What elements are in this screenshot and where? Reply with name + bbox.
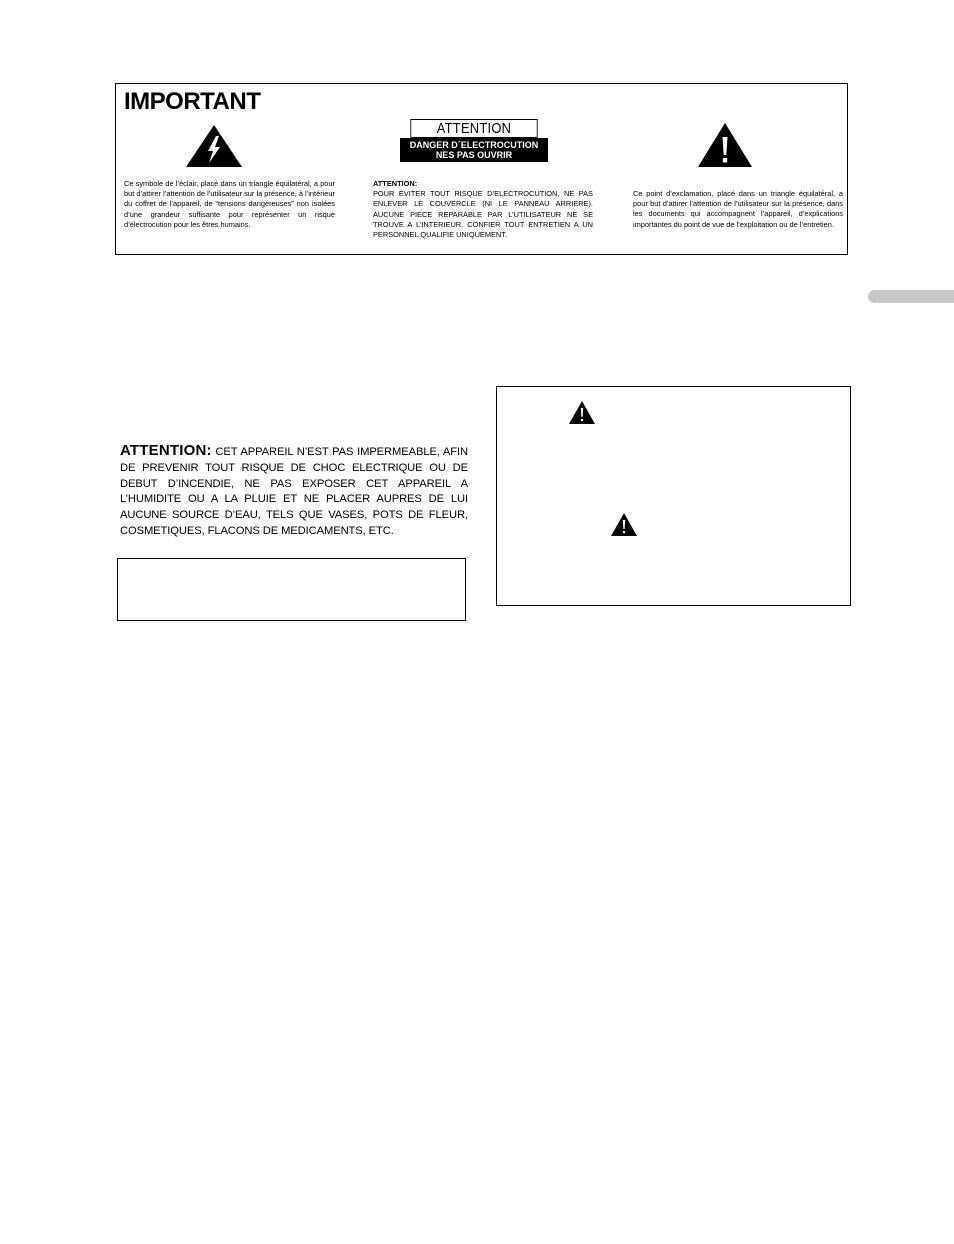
- attention-warning-heading: ATTENTION:: [373, 179, 418, 188]
- attention-label-danger: [400, 138, 548, 162]
- attention-label-danger-line2: NES PAS OUVRIR: [435, 150, 513, 160]
- attention-warning-text: [373, 179, 593, 240]
- notice-box-right: [496, 386, 851, 606]
- lightning-symbol-text: Ce symbole de l’éclair, placé dans un triangle équilatéral, a pour but d’attirer l’attention de l’utilisateur sur la présence, à l’intérieur du coffret de l’appareil, de “tensions dangereuses” non isolées d’une grandeur suffisante pour représenter un risque d’électrocution pour les êtres humains.: [124, 179, 335, 229]
- important-panel: [115, 83, 848, 255]
- exclamation-symbol-text: Ce point d’exclamation, placé dans un triangle équilatéral, a pour but d’attirer l’attention de l’utilisateur sur la présence, dans les documents qui accompagnent l’appareil, d’explications importantes du point de vue de l’exploitation ou de l’entretien.: [633, 189, 843, 229]
- side-tab: [868, 290, 954, 303]
- exclamation-triangle-icon: [697, 122, 753, 168]
- attention-label-danger-line1: DANGER D´ELECTROCUTION: [409, 140, 539, 150]
- attention-label: [400, 119, 548, 162]
- attention-warning-body: POUR EVITER TOUT RISQUE D’ELECTROCUTION, NE PAS ENLEVER LE COUVERCLE (NI LE PANNEAU ARRIERE). AUCUNE PIECE REPARABLE PAR L’UTILISATEUR NE SE TROUVE A L’INTERIEUR. CONFIER TOUT ENTRETIEN A UN PERSONNEL QUALIFIE UNIQUEMENT.: [373, 189, 593, 240]
- lightning-triangle-icon: [185, 124, 243, 168]
- attention-label-title: ATTENTION: [410, 119, 537, 138]
- warning-triangle-icon: [568, 400, 596, 425]
- warning-triangle-icon: [610, 512, 638, 537]
- attention-paragraph-text: CET APPAREIL N’EST PAS IMPERMEABLE, AFIN DE PREVENIR TOUT RISQUE DE CHOC ELECTRIQUE OU DE DEBUT D’INCENDIE, NE PAS EXPOSER CET APPAREIL A L’HUMIDITE OU A LA PLUIE ET NE PLACER AUPRES DE LUI AUCUNE SOURCE D’EAU, TELS QUE VASES, POTS DE FLEUR, COSMETIQUES, FLACONS DE MEDICAMENTS, ETC.: [120, 446, 468, 537]
- notice-box-left: [117, 558, 466, 621]
- important-title: IMPORTANT: [124, 88, 261, 115]
- attention-paragraph: [120, 443, 468, 540]
- attention-paragraph-lead: ATTENTION:: [120, 442, 212, 459]
